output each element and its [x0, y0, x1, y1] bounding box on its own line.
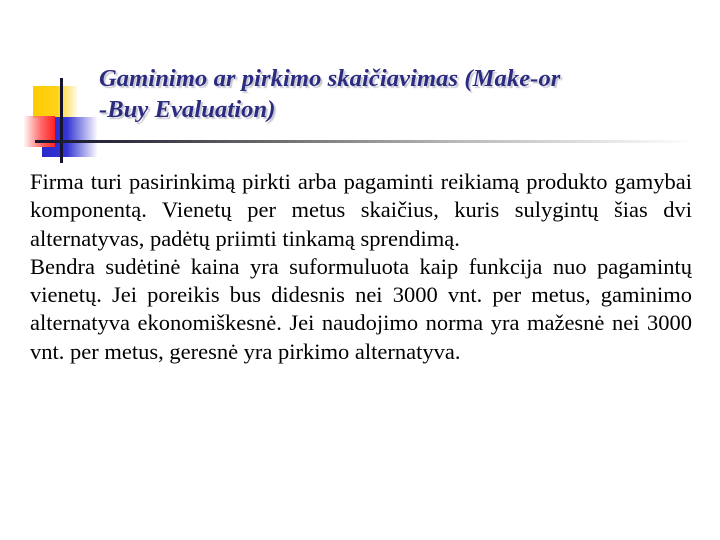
slide-body — [30, 168, 692, 366]
vertical-rule — [60, 78, 63, 163]
slide-title — [99, 63, 709, 125]
yellow-square-icon — [33, 86, 77, 118]
slide-title-line-2: -Buy Evaluation) — [99, 96, 276, 123]
title-underline-rule — [35, 140, 695, 143]
slide-title-line-1: Gaminimo ar pirkimo skaičiavimas (Make-or — [99, 65, 561, 92]
body-paragraph-1: Firma turi pasirinkimą pirkti arba pagaminti reikiamą produkto gamybai komponentą. Vienetų per metus skaičius, kuris sulygintų šias dvi alternatyvas, padėtų priimti tinkamą sprendimą. — [30, 169, 692, 251]
body-paragraph-2: Bendra sudėtinė kaina yra suformuluota kaip funkcija nuo pagamintų vienetų. Jei poreikis bus didesnis nei 3000 vnt. per metus, gaminimo alternatyva ekonomiškesnė. Jei naudojimo norma yra mažesnė nei 3000 vnt. per metus, geresnė yra pirkimo alternatyva. — [30, 253, 692, 364]
